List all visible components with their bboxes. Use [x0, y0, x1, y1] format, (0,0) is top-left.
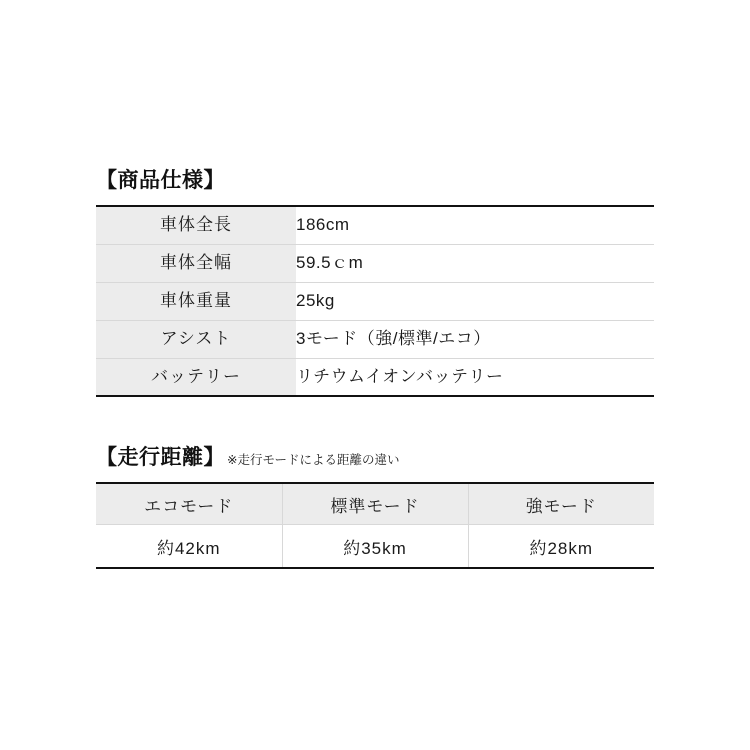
table-row — [96, 358, 654, 396]
table-row — [96, 206, 654, 244]
spec-value: リチウムイオンバッテリー — [296, 358, 654, 396]
table-row — [96, 320, 654, 358]
spec-value: 59.5ｃm — [296, 244, 654, 282]
product-spec-section — [96, 168, 654, 397]
driving-range-section — [96, 445, 654, 569]
product-spec-heading-text: 【商品仕様】 — [96, 169, 225, 192]
table-header-row — [96, 483, 654, 525]
table-row — [96, 525, 654, 569]
table-row — [96, 282, 654, 320]
range-header-eco: エコモード — [96, 483, 282, 525]
range-header-standard: 標準モード — [282, 483, 468, 525]
spec-label: アシスト — [96, 320, 296, 358]
spec-label: 車体全幅 — [96, 244, 296, 282]
spec-label: バッテリー — [96, 358, 296, 396]
spec-value: 25kg — [296, 282, 654, 320]
range-value-eco: 約42km — [96, 525, 282, 569]
product-spec-table — [96, 205, 654, 397]
spec-value: 186cm — [296, 206, 654, 244]
product-spec-heading — [96, 168, 654, 193]
spec-label: 車体重量 — [96, 282, 296, 320]
table-row — [96, 244, 654, 282]
range-value-standard: 約35km — [282, 525, 468, 569]
range-header-power: 強モード — [468, 483, 654, 525]
spec-label: 車体全長 — [96, 206, 296, 244]
driving-range-table — [96, 482, 654, 569]
spec-value: 3モード（強/標準/エコ） — [296, 320, 654, 358]
driving-range-heading — [96, 445, 654, 470]
range-value-power: 約28km — [468, 525, 654, 569]
driving-range-note: ※走行モードによる距離の違い — [227, 453, 400, 467]
driving-range-heading-text: 【走行距離】 — [96, 446, 225, 469]
